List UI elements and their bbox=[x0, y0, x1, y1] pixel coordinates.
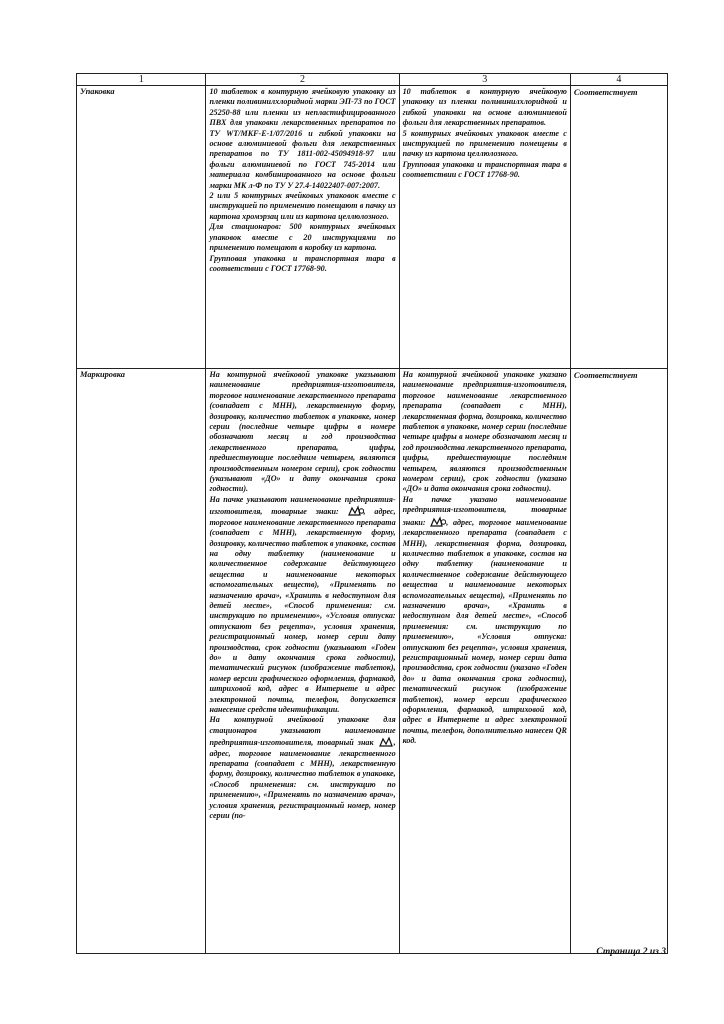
trademark-logo-icon bbox=[378, 736, 394, 748]
column-number-4: 4 bbox=[570, 74, 667, 86]
column-number-1: 1 bbox=[77, 74, 206, 86]
column-number-2: 2 bbox=[206, 74, 399, 86]
labeling-text-fragment: На контурной ячейковой упаковке для стационаров указывают наименование предприятия-изготовителя, товарный знак bbox=[209, 715, 396, 748]
packaging-result-cell bbox=[399, 86, 570, 369]
packaging-requirement-cell bbox=[206, 86, 399, 369]
page-number: Страница 2 из 3 bbox=[596, 947, 666, 957]
table-row-packaging bbox=[77, 86, 668, 369]
packaging-result-text: Групповая упаковка и транспортная тара в соответствии с ГОСТ 17768-90. bbox=[402, 159, 567, 180]
labeling-requirement-cell bbox=[206, 369, 399, 954]
labeling-requirement-text bbox=[209, 495, 395, 716]
table-row-labeling bbox=[77, 369, 668, 954]
packaging-result-text: 10 таблеток в контурную ячейковую упаковку из пленки поливинилхлоридной и гибкой упаковки на основе алюминиевой фольги для лекарственных препаратов. bbox=[402, 87, 567, 128]
labeling-status: Соответствует bbox=[570, 369, 667, 954]
row-label-labeling: Маркировка bbox=[77, 369, 206, 954]
packaging-result-text: 5 контурных ячейковых упаковок вместе с инструкцией по применению помещены в пачку из картона целлюлозного. bbox=[402, 128, 567, 159]
trademark-logo-icon bbox=[348, 505, 364, 517]
table-header-row bbox=[77, 74, 668, 86]
labeling-requirement-text: На контурной ячейковой упаковке указывают наименование предприятия-изготовителя, торговое наименование лекарственного препарата (совпадает с МНН), лекарственную форму, дозировку, количество таблеток в упаковке, номер серии (последние четыре цифры в номере обозначают месяц и год производства лекарственного препарата, цифры, предшествующие последним четырем, являются производственным номером серии), срок годности (указывают «ДО» и дату окончания срока годности). bbox=[209, 370, 396, 494]
specification-table bbox=[76, 73, 668, 954]
labeling-text-fragment: , адрес, торговое наименование лекарственного препарата (совпадает с МНН), лекарственная форма, дозировка, количество таблеток в упаковке, состав на одну таблетку (наименование и количественное содержание действующего вещества и наименование некоторых вспомогательных веществ), «Применять по назначению врача», «Хранить в недоступном для детей месте», «Способ применения: см. инструкцию по применению», «Условия отпуска: отпускают без рецепта», условия хранения, регистрационный номер, номер серии дата производства, срок годности (указано «Годен до» и дата окончания срока годности), тематический рисунок (изображение таблеток), номер версии графического оформления, фармакод, штриховой код, адрес в Интернете и адрес электронной почты, телефон, дополнительно нанесен QR код. bbox=[402, 517, 567, 746]
labeling-result-cell bbox=[399, 369, 570, 954]
packaging-requirement-text: Для стационаров: 500 контурных ячейковых упаковок вместе с 20 инструкциями по применению помещают в коробку из картона. bbox=[209, 222, 396, 253]
packaging-requirement-text: 2 или 5 контурных ячейковых упаковок вместе с инструкцией по применению помещают в пачку из картона хромэрзац или из картона целлюлозного. bbox=[209, 191, 396, 221]
labeling-text-fragment: , адрес, торговое наименование лекарственного препарата (совпадает с МНН), лекарственную форму, дозировку, количество таблеток в упаковке, состав на одну таблетку (наименование и количественное содержание действующего вещества и наименование некоторых вспомогательных веществ), «Применять по назначению врача», «Хранить в недоступном для детей месте», «Способ применения: см. инструкцию по применению», «Условия отпуска: отпускают без рецепта», условия хранения, регистрационный номер, номер серии дату производства, срок годности (указывают «Годен до» и дату окончания срока годности), тематический рисунок (изображение таблеток), номер версии графического оформления, фармакод, штриховой код, адрес в Интернете и адрес электронной почты, телефон, допускается нанесение средств идентификации. bbox=[209, 507, 396, 714]
column-number-3: 3 bbox=[399, 74, 570, 86]
labeling-text-fragment: , адрес, торговое наименование лекарственного препарата (совпадает с МНН), лекарственную форму, дозировку, количество таблеток в упаковке, «Способ применения: см. инструкцию по применению», «Применять по назначению врача», условия хранения, регистрационный номер, номер серии (по- bbox=[209, 738, 396, 821]
labeling-text-fragment: На пачке указано наименование предприятия-изготовителя, товарные знаки: bbox=[402, 494, 567, 527]
packaging-requirement-text: Групповая упаковка и транспортная тара в соответствии с ГОСТ 17768-90. bbox=[209, 253, 396, 273]
labeling-result-text bbox=[403, 495, 567, 747]
packaging-requirement-text: 10 таблеток в контурную ячейковую упаковку из пленки поливинилхлоридной марки ЭП-73 по ГОСТ 25250-88 или пленки из непластифицированного ПВХ для упаковки лекарственных препаратов по ТУ WT/MKF-E-1/07/2016 и гибкой упаковки на основе алюминиевой фольги для лекарственных препаратов по ТУ 1811-002-45094918-97 или фольги алюминиевой по ГОСТ 745-2014 или материала комбинированного на основе фольги марки МК л-Ф по ТУ У 27.4-14022407-007:2007. bbox=[209, 87, 396, 190]
labeling-result-text: На контурной ячейковой упаковке указано наименование предприятия-изготовителя, торговое наименование лекарственного препарата (совпадает с МНН), лекарственная форма, дозировка, количество таблеток в упаковке, номер серии (последние четыре цифры в номере обозначают месяц и год производства лекарственного препарата, цифры, предшествующие последним четырем, являются производственным номером серии), срок годности (указано «ДО» и дата окончания срока годности). bbox=[402, 370, 567, 494]
row-label-packaging: Упаковка bbox=[77, 86, 206, 369]
labeling-requirement-text bbox=[209, 715, 395, 821]
trademark-logo-icon bbox=[430, 516, 446, 528]
labeling-text-fragment: На пачке указывают наименование предприятия-изготовителя, товарные знаки: bbox=[209, 494, 396, 517]
packaging-status: Соответствует bbox=[570, 86, 667, 369]
